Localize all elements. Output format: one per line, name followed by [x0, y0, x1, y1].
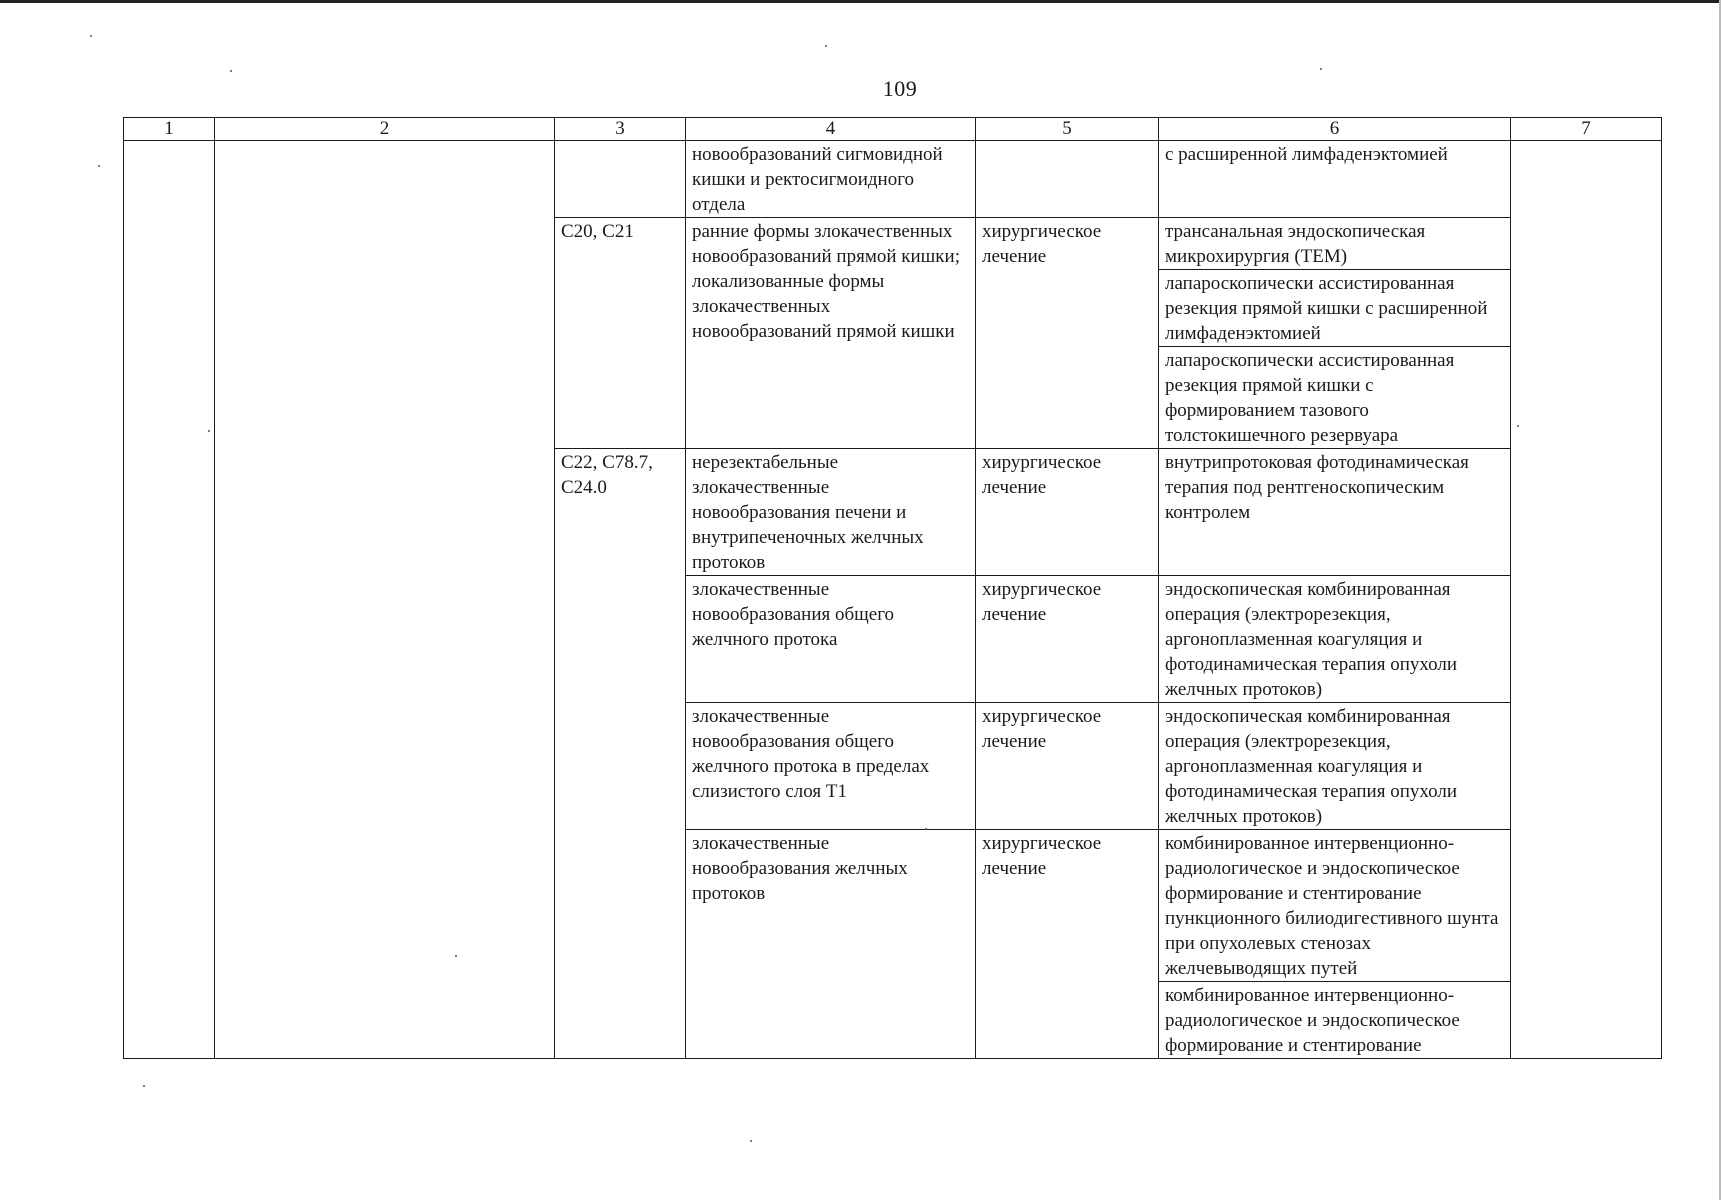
procedures-table: [123, 117, 1662, 1059]
page-number: 109: [882, 76, 918, 101]
method-cell: эндоскопическая комбинированная операция (электрорезекция, аргоноплазменная коагуляция и фотодинамическая терапия опухоли желчных протоков): [1159, 703, 1511, 830]
scan-speck: [925, 828, 927, 830]
scan-speck: [825, 45, 827, 47]
scan-speck: [143, 1085, 145, 1087]
column-header-7: 7: [1511, 118, 1662, 141]
diagnosis-cell: новообразований сигмовидной кишки и ректосигмоидного отдела: [686, 141, 976, 218]
table-row: [124, 141, 1662, 218]
method-cell: эндоскопическая комбинированная операция (электрорезекция, аргоноплазменная коагуляция и фотодинамическая терапия опухоли желчных протоков): [1159, 576, 1511, 703]
column-header-2: 2: [215, 118, 555, 141]
method-cell: внутрипротоковая фотодинамическая терапия под рентгеноскопическим контролем: [1159, 449, 1511, 576]
column-header-4: 4: [686, 118, 976, 141]
treatment-type-cell: хирургическое лечение: [976, 449, 1159, 576]
method-cell: трансанальная эндоскопическая микрохирургия (ТЕМ): [1159, 218, 1511, 270]
column-header-3: 3: [555, 118, 686, 141]
treatment-type-cell: хирургическое лечение: [976, 576, 1159, 703]
method-cell: с расширенной лимфаденэктомией: [1159, 141, 1511, 218]
column-header-1: 1: [124, 118, 215, 141]
diagnosis-cell: нерезектабельные злокачественные новообразования печени и внутрипеченочных желчных протоков: [686, 449, 976, 576]
column-header-6: 6: [1159, 118, 1511, 141]
diagnosis-cell: злокачественные новообразования общего желчного протока в пределах слизистого слоя Т1: [686, 703, 976, 830]
icd-code-cell: C20, C21: [555, 218, 686, 449]
col7-cell: [1511, 141, 1662, 1059]
method-cell: лапароскопически ассистированная резекция прямой кишки с формированием тазового толстокишечного резервуара: [1159, 347, 1511, 449]
treatment-type-cell: хирургическое лечение: [976, 218, 1159, 449]
icd-code-cell: C22, C78.7, C24.0: [555, 449, 686, 1059]
scan-speck: [1320, 68, 1322, 70]
treatment-type-cell: хирургическое лечение: [976, 830, 1159, 1059]
col1-cell: [124, 141, 215, 1059]
method-cell: комбинированное интервенционно-радиологическое и эндоскопическое формирование и стентирование пункционного билиодигестивного шунта при опухолевых стенозах желчевыводящих путей: [1159, 830, 1511, 982]
scan-speck: [230, 70, 232, 72]
diagnosis-cell: злокачественные новообразования желчных протоков: [686, 830, 976, 1059]
method-cell: комбинированное интервенционно-радиологическое и эндоскопическое формирование и стентирование: [1159, 982, 1511, 1059]
treatment-type-cell: [976, 141, 1159, 218]
table-header-row: [124, 118, 1662, 141]
scan-speck: [455, 955, 457, 957]
col2-cell: [215, 141, 555, 1059]
scan-speck: [208, 430, 210, 432]
diagnosis-cell: ранние формы злокачественных новообразований прямой кишки; локализованные формы злокачественных новообразований прямой кишки: [686, 218, 976, 449]
scan-speck: [750, 1140, 752, 1142]
scan-speck: [1517, 425, 1519, 427]
top-border-line: [0, 0, 1721, 3]
scan-speck: [98, 165, 100, 167]
method-cell: лапароскопически ассистированная резекция прямой кишки с расширенной лимфаденэктомией: [1159, 270, 1511, 347]
scan-speck: [90, 35, 92, 37]
diagnosis-cell: злокачественные новообразования общего желчного протока: [686, 576, 976, 703]
column-header-5: 5: [976, 118, 1159, 141]
icd-code-cell: [555, 141, 686, 218]
treatment-type-cell: хирургическое лечение: [976, 703, 1159, 830]
